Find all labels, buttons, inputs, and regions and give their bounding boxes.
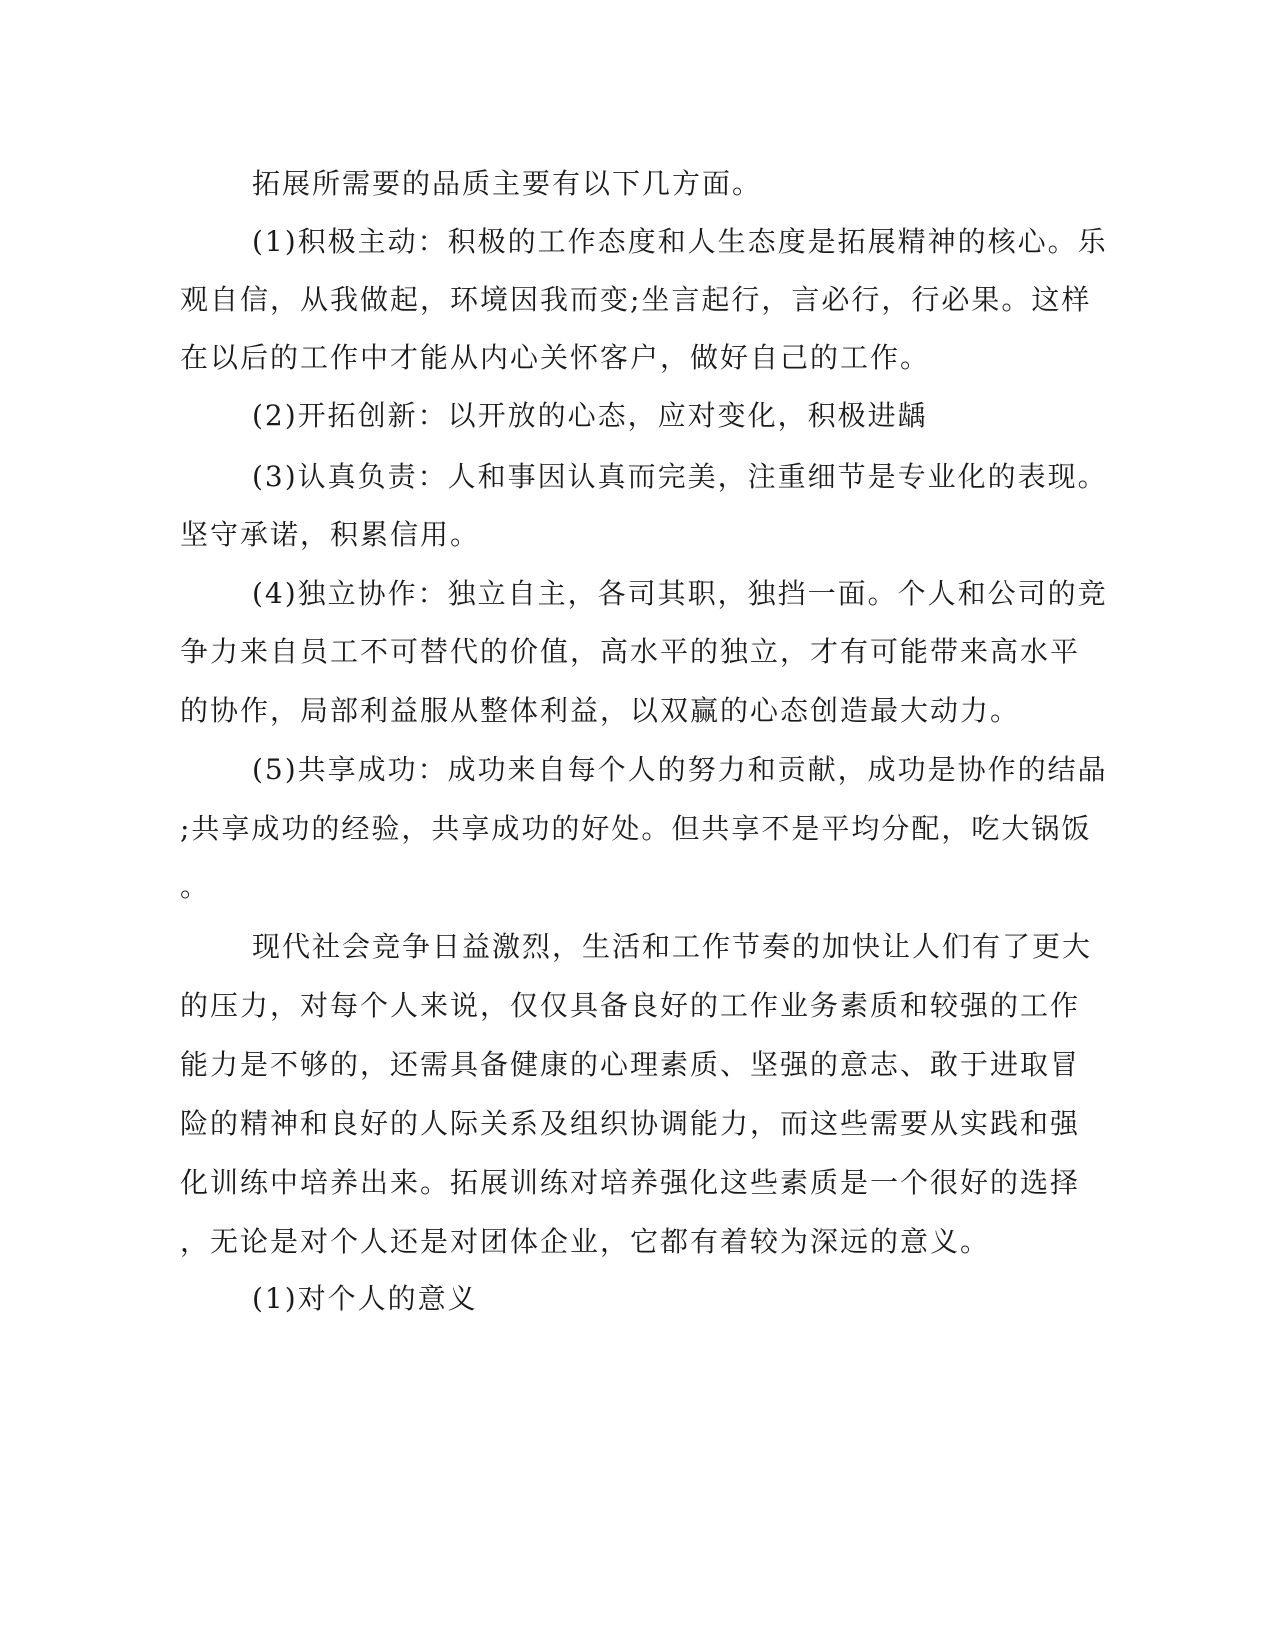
text-line: 能力是不够的，还需具备健康的心理素质、坚强的意志、敢于进取冒	[180, 1048, 1081, 1081]
text-line: 在以后的工作中才能从内心关怀客户，做好自己的工作。	[180, 341, 931, 374]
text-line: (1)对个人的意义	[252, 1282, 478, 1315]
text-line: 的压力，对每个人来说，仅仅具备良好的工作业务素质和较强的工作	[180, 989, 1081, 1022]
text-line: (3)认真负责：人和事因认真而完美，注重细节是专业化的表现。	[252, 460, 1108, 493]
text-line: 险的精神和良好的人际关系及组织协调能力，而这些需要从实践和强	[180, 1107, 1081, 1140]
text-line: 拓展所需要的品质主要有以下几方面。	[252, 167, 763, 200]
text-line: ;共享成功的经验，共享成功的好处。但共享不是平均分配，吃大锅饭	[180, 812, 1092, 845]
text-line: 争力来自员工不可替代的价值，高水平的独立，才有可能带来高水平	[180, 635, 1081, 668]
text-line: 现代社会竞争日益激烈，生活和工作节奏的加快让人们有了更大	[252, 930, 1093, 963]
text-line: (4)独立协作：独立自主，各司其职，独挡一面。个人和公司的竞	[252, 577, 1108, 610]
text-line: 观自信，从我做起，环境因我而变;坐言起行，言必行，行必果。这样	[180, 283, 1092, 316]
text-line: (5)共享成功：成功来自每个人的努力和贡献，成功是协作的结晶	[252, 753, 1108, 786]
text-line: ，无论是对个人还是对团体企业，它都有着较为深远的意义。	[180, 1225, 991, 1258]
text-line: 坚守承诺，积累信用。	[180, 518, 481, 551]
text-line: (1)积极主动：积极的工作态度和人生态度是拓展精神的核心。乐	[252, 225, 1108, 258]
text-line: 化训练中培养出来。拓展训练对培养强化这些素质是一个很好的选择	[180, 1166, 1081, 1199]
text-line: 的协作，局部利益服从整体利益，以双赢的心态创造最大动力。	[180, 694, 1021, 727]
text-line: (2)开拓创新：以开放的心态，应对变化，积极进龋	[252, 399, 928, 432]
text-line: 。	[180, 870, 211, 903]
